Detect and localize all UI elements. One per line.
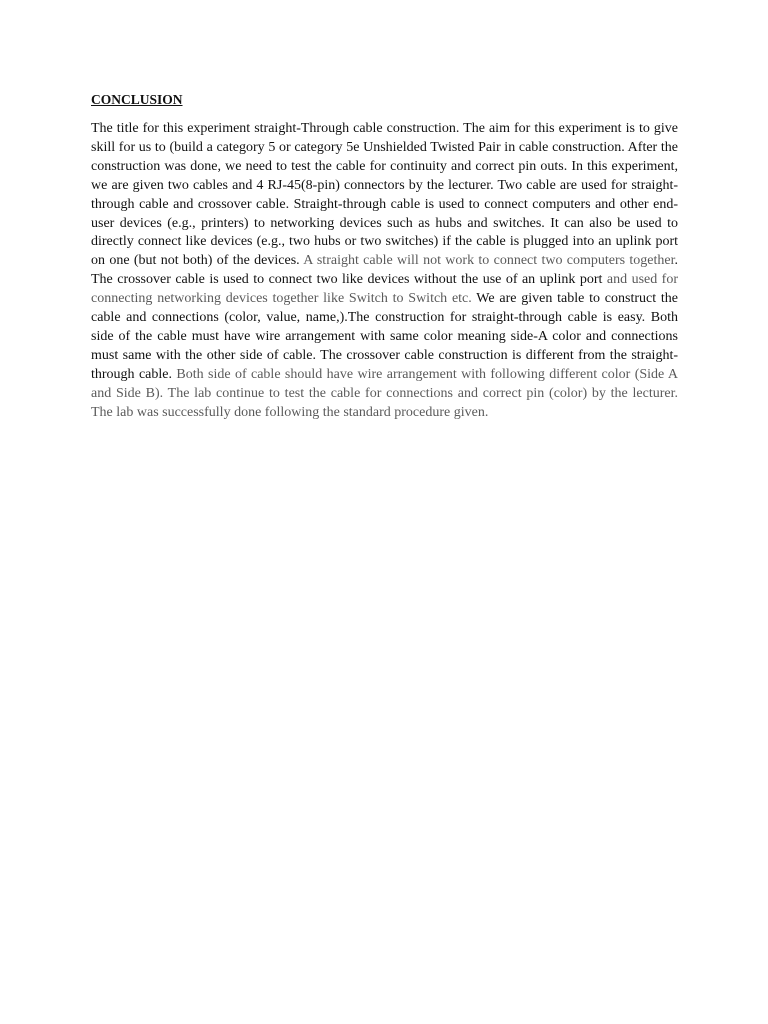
section-heading: CONCLUSION <box>91 92 183 107</box>
paragraph-segment-2: A straight cable will not work to connect two computers together <box>303 253 675 269</box>
paragraph-segment-1: The title for this experiment straight-Through cable construction. The aim for this experiment is to give skill for us to (build a category 5 or category 5e Unshielded Twisted Pair in cable construction. After the construction was done, we need to test the cable for continuity and correct pin outs. In this experiment, we are given two cables and 4 RJ-45(8-pin) connectors by the lecturer. Two cable are used for straight-through cable and crossover cable. Straight-through cable is used to connect computers and other end-user devices (e.g., printers) to networking devices such as hubs and switches. It can also be used to directly connect like devices (e.g., two hubs or two switches) if the cable is plugged into an uplink port on one (but not both) of the devices. <box>91 121 678 269</box>
conclusion-paragraph <box>91 120 678 423</box>
paragraph-segment-6: Both side of cable should have wire arrangement with following different color (Side A and Side B). The lab continue to test the cable for connections and correct pin (color) by the lecturer. The lab was successfully done following the standard procedure given. <box>91 366 678 420</box>
paragraph-segment-3: . The crossover cable is used to connect two like devices without the use of an uplink port <box>91 253 678 288</box>
paragraph-segment-4: and used for connecting networking devices together like Switch to Switch etc. <box>91 272 679 307</box>
paragraph-segment-5: We are given table to construct the cable and connections (color, value, name,).The construction for straight-through cable is easy. Both side of the cable must have wire arrangement with same color meaning side-A color and connections must same with the other side of cable. The crossover cable construction is different from the straight-through cable. <box>91 291 678 382</box>
